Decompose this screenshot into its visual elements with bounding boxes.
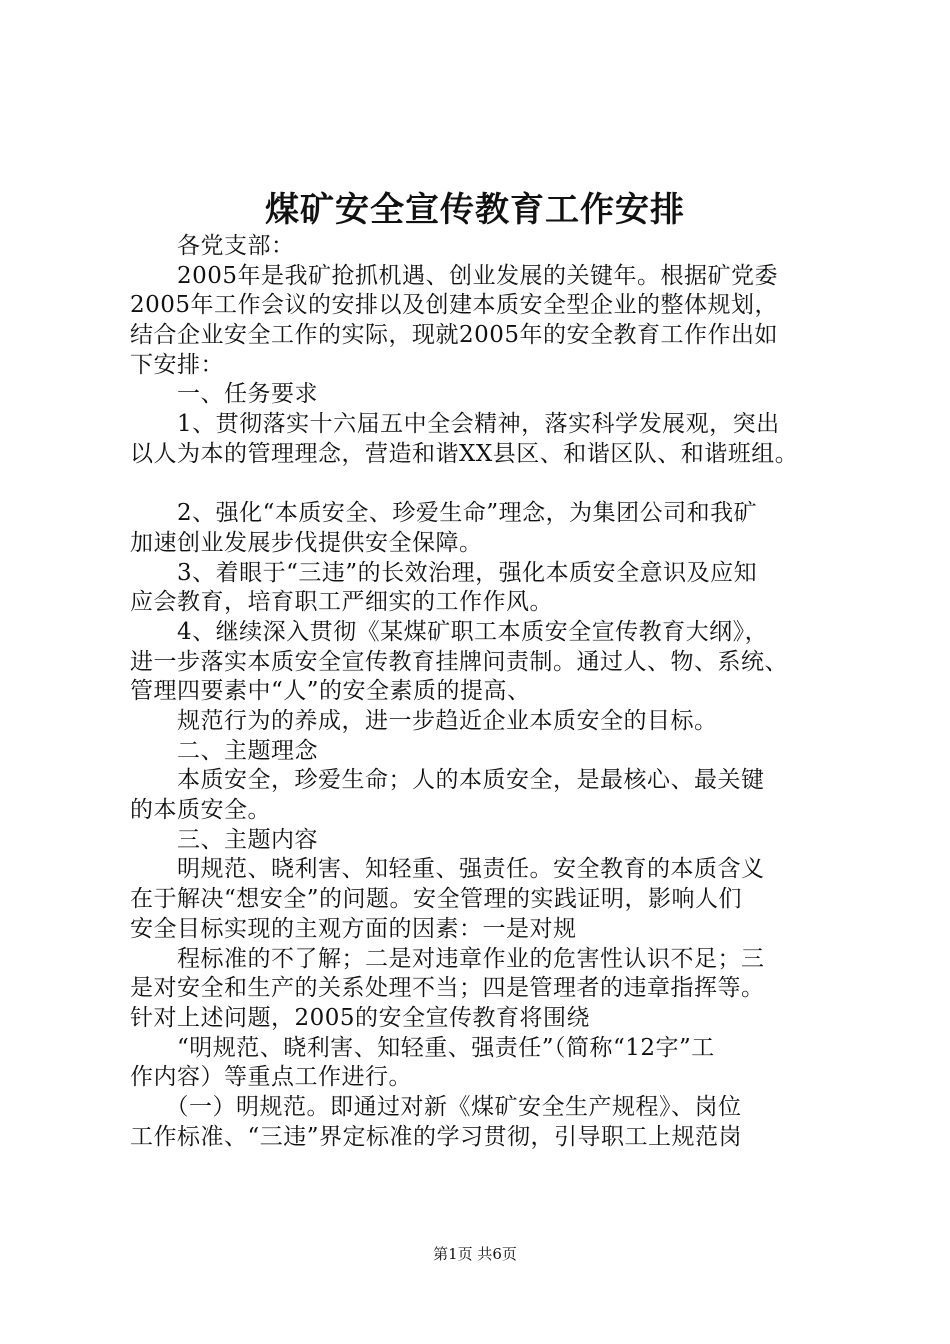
body-line: 3、着眼于“三违”的长效治理，强化本质安全意识及应知 <box>130 559 758 586</box>
document-title: 煤矿安全宣传教育工作安排 <box>265 190 685 230</box>
body-line: 4、继续深入贯彻《某煤矿职工本质安全宣传教育大纲》， <box>130 618 769 645</box>
body-line: 工作标准、“三违”界定标准的学习贯彻，引导职工上规范岗 <box>130 1123 743 1150</box>
body-line: 2、强化“本质安全、珍爱生命”理念，为集团公司和我矿 <box>130 500 758 527</box>
body-line: 加速创业发展步伐提供安全保障。 <box>130 529 483 556</box>
body-line: 2005年是我矿抢抓机遇、创业发展的关键年。根据矿党委 <box>130 262 779 289</box>
body-line: 各党支部： <box>130 233 295 259</box>
body-line: 是对安全和生产的关系处理不当；四是管理者的违章指挥等。 <box>130 975 765 1002</box>
body-line: 下安排： <box>130 351 224 378</box>
body-line: 的本质安全。 <box>130 797 271 824</box>
body-line: （一）明规范。即通过对新《煤矿安全生产规程》、岗位 <box>130 1093 742 1120</box>
body-line <box>130 470 850 500</box>
body-line: 结合企业安全工作的实际，现就2005年的安全教育工作作出如 <box>130 322 779 349</box>
body-line: 作内容）等重点工作进行。 <box>130 1064 412 1091</box>
document-body <box>130 232 850 1152</box>
body-line: 一、任务要求 <box>130 381 318 408</box>
body-line: 2005年工作会议的安排以及创建本质安全型企业的整体规划， <box>130 292 779 319</box>
body-line: 1、贯彻落实十六届五中全会精神，落实科学发展观，突出 <box>130 411 780 438</box>
body-line: 本质安全，珍爱生命；人的本质安全，是最核心、最关键 <box>130 767 765 794</box>
body-line: 针对上述问题，2005的安全宣传教育将围绕 <box>130 1004 591 1031</box>
body-line: 三、主题内容 <box>130 826 318 853</box>
body-line: 明规范、晓利害、知轻重、强责任。安全教育的本质含义 <box>130 856 765 883</box>
body-line: 在于解决“想安全”的问题。安全管理的实践证明，影响人们 <box>130 886 743 913</box>
body-line: 进一步落实本质安全宣传教育挂牌问责制。通过人、物、系统、 <box>130 648 788 675</box>
body-line: 二、主题理念 <box>130 737 318 764</box>
body-line: 程标准的不了解；二是对违章作业的危害性认识不足；三 <box>130 945 765 972</box>
body-line: 安全目标实现的主观方面的因素：一是对规 <box>130 915 577 942</box>
body-line: 规范行为的养成，进一步趋近企业本质安全的目标。 <box>130 708 718 734</box>
body-line: 以人为本的管理理念，营造和谐XX县区、和谐区队、和谐班组。 <box>130 440 799 467</box>
page-footer: 第1页 共6页 <box>433 1245 517 1263</box>
body-line: 管理四要素中“人”的安全素质的提高、 <box>130 678 531 705</box>
body-line: 应会教育，培育职工严细实的工作作风。 <box>130 589 553 616</box>
body-line: “明规范、晓利害、知轻重、强责任”（简称“12字”工 <box>130 1034 715 1061</box>
